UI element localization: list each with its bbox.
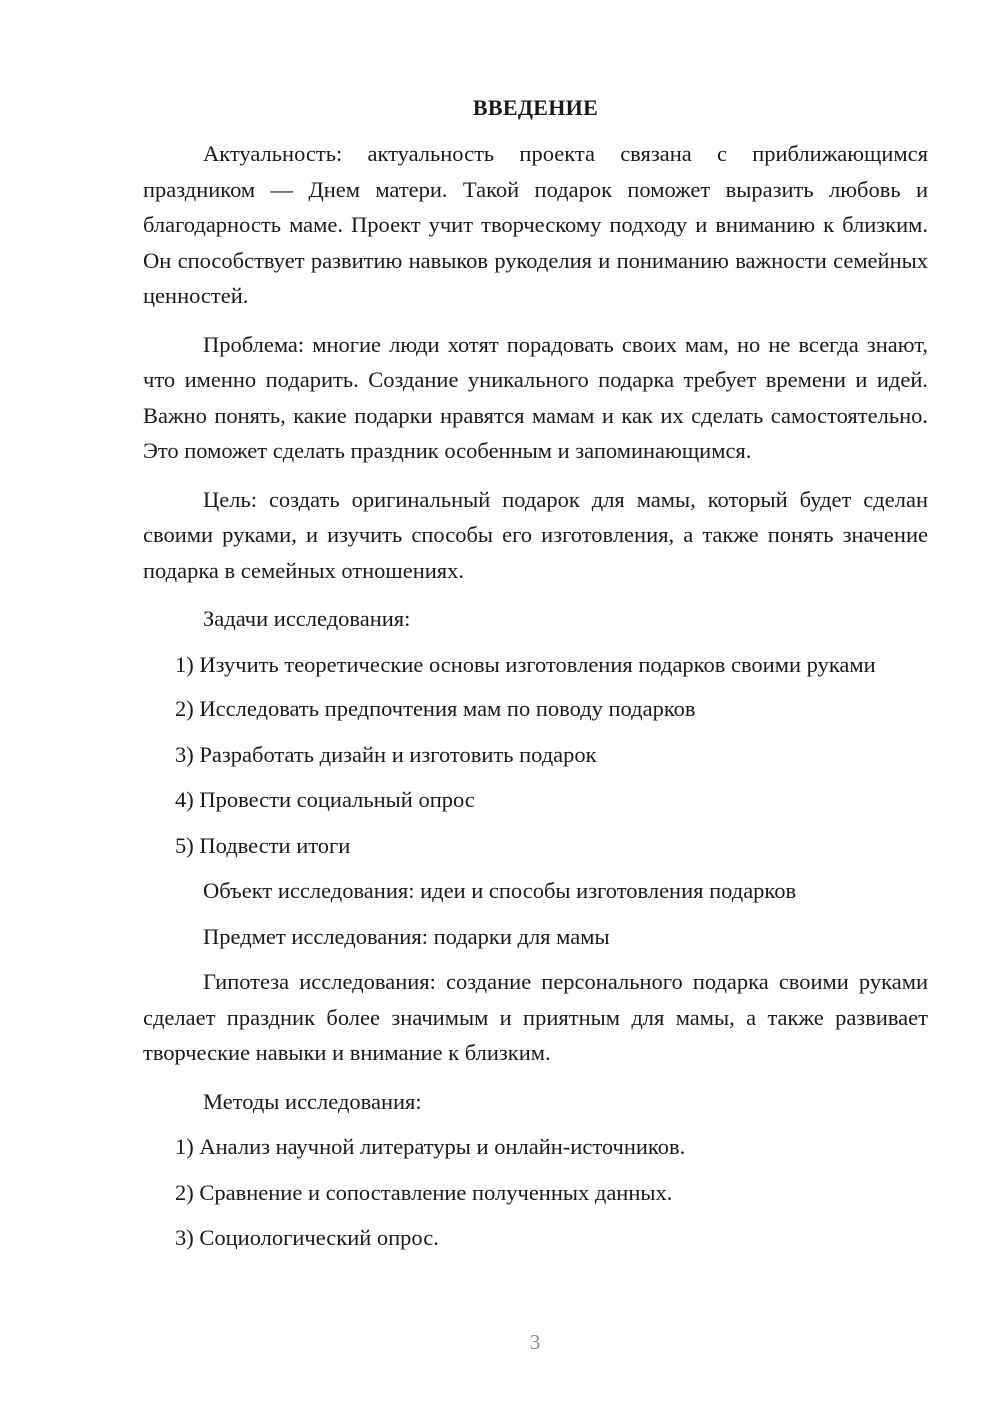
task-item-1: 1) Изучить теоретические основы изготовления подарков своими руками xyxy=(175,651,876,677)
tasks-heading: Задачи исследования: xyxy=(203,606,411,631)
problem-paragraph: Проблема: многие люди хотят порадовать своих мам, но не всегда знают, что именно подарить. Создание уникального подарка требует времени и идей. Важно понять, какие подарки нравятся мамам и как их сделать самостоятельно. Это поможет сделать праздник особенным и запоминающимся. xyxy=(143,331,928,463)
method-item-2: 2) Сравнение и сопоставление полученных данных. xyxy=(175,1179,673,1205)
method-item-3: 3) Социологический опрос. xyxy=(175,1225,439,1250)
task-item-5: 5) Подвести итоги xyxy=(175,832,351,858)
page-content xyxy=(143,93,928,1266)
task-item-4: 4) Провести социальный опрос xyxy=(175,787,475,812)
hypothesis-paragraph: Гипотеза исследования: создание персонального подарка своими руками сделает праздник более значимым и приятным для мамы, а также развивает творческие навыки и внимание к близким. xyxy=(143,969,928,1065)
task-item-3: 3) Разработать дизайн и изготовить подарок xyxy=(175,741,597,767)
research-object: Объект исследования: идеи и способы изготовления подарков xyxy=(203,878,797,903)
relevance-paragraph: Актуальность: актуальность проекта связана с приближающимся праздником — Днем матери. Такой подарок поможет выразить любовь и благодарность маме. Проект учит творческому подходу и вниманию к близким. Он способствует развитию навыков рукоделия и пониманию важности семейных ценностей. xyxy=(143,141,928,308)
research-subject: Предмет исследования: подарки для мамы xyxy=(203,923,610,949)
methods-heading: Методы исследования: xyxy=(203,1088,422,1114)
method-item-1: 1) Анализ научной литературы и онлайн-источников. xyxy=(175,1134,686,1159)
section-title: ВВЕДЕНИЕ xyxy=(472,95,599,120)
task-item-2: 2) Исследовать предпочтения мам по поводу подарков xyxy=(175,696,696,721)
page-number: 3 xyxy=(529,1330,541,1354)
goal-paragraph: Цель: создать оригинальный подарок для мамы, который будет сделан своими руками, и изучить способы его изготовления, а также понять значение подарка в семейных отношениях. xyxy=(143,486,928,583)
